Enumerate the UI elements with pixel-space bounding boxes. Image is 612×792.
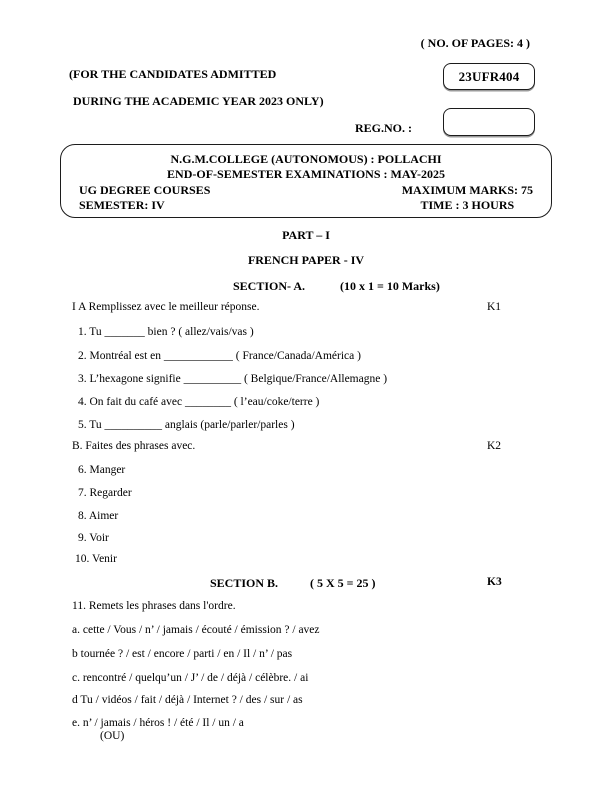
question-7: 7. Regarder [78,487,132,499]
candidates-admitted-line1: (FOR THE CANDIDATES ADMITTED [69,67,277,81]
question-5: 5. Tu __________ anglais (parle/parler/parles ) [78,419,295,431]
section-a-heading: SECTION- A. [233,279,306,293]
section-b-heading: SECTION B. [210,576,279,590]
exam-time: TIME : 3 HOURS [420,197,515,212]
k2-level-badge: K2 [487,440,502,452]
question-11-item-d: d Tu / vidéos / fait / déjà / Internet ? / des / sur / as [72,694,303,706]
question-8: 8. Aimer [78,510,119,522]
k1-level-badge: K1 [487,301,502,313]
question-10: 10. Venir [75,553,117,565]
question-2: 2. Montréal est en ____________ ( France/Canada/América ) [78,350,361,362]
section-a-instruction: I A Remplissez avec le meilleur réponse. [72,301,260,313]
question-9: 9. Voir [78,532,109,544]
section-a-part-b-instruction: B. Faites des phrases avec. [72,440,196,452]
section-b-marks: ( 5 X 5 = 25 ) [310,576,376,590]
question-11-item-c: c. rencontré / quelqu’un / J’ / de / déjà / célèbre. / ai [72,672,309,684]
k3-level-badge: K3 [487,576,502,588]
semester: SEMESTER: IV [79,197,165,212]
question-6: 6. Manger [78,464,126,476]
exam-header-box [60,144,552,218]
question-1: 1. Tu _______ bien ? ( allez/vais/vas ) [78,326,254,338]
ou-separator: (OU) [100,730,125,742]
reg-no-box [443,108,535,136]
maximum-marks: MAXIMUM MARKS: 75 [401,183,533,197]
part-title: PART – I [282,228,330,242]
pages-note: ( NO. OF PAGES: 4 ) [420,36,530,50]
question-11-item-b: b tournée ? / est / encore / parti / en / Il / n’ / pas [72,648,293,660]
section-a-marks: (10 x 1 = 10 Marks) [340,279,440,293]
reg-no-label: REG.NO. : [355,121,412,135]
question-4: 4. On fait du café avec ________ ( l’eau/coke/terre ) [78,396,320,408]
paper-title: FRENCH PAPER - IV [247,253,365,267]
candidates-admitted-line2: DURING THE ACADEMIC YEAR 2023 ONLY) [73,94,324,108]
college-name: N.G.M.COLLEGE (AUTONOMOUS) : POLLACHI [170,152,442,166]
question-11: 11. Remets les phrases dans l'ordre. [72,600,236,612]
course-code: 23UFR404 [458,68,520,84]
question-3: 3. L’hexagone signifie __________ ( Belgique/France/Allemagne ) [78,373,388,385]
exam-title: END-OF-SEMESTER EXAMINATIONS : MAY-2025 [167,167,445,181]
course-code-box [443,63,535,90]
degree-course: UG DEGREE COURSES [79,183,211,197]
question-11-item-a: a. cette / Vous / n’ / jamais / écouté / émission ? / avez [72,624,320,636]
question-11-item-e: e. n’ / jamais / héros ! / été / Il / un / a [72,717,244,729]
